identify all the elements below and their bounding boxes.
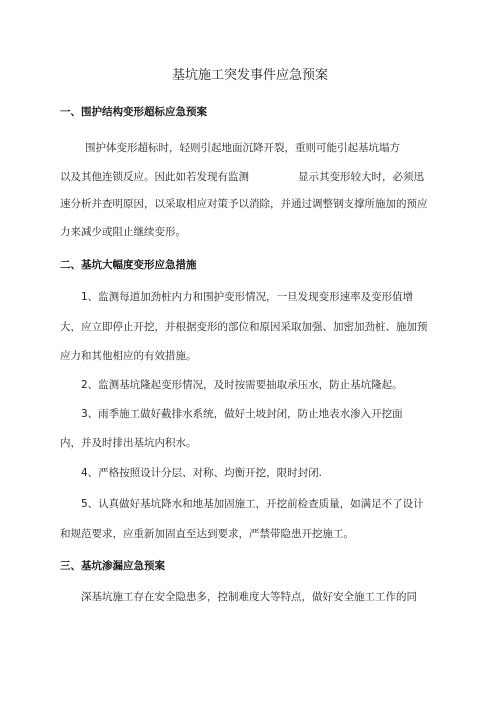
paragraph-line: 大，应立即停止开挖，并根据变形的部位和原因采取加强、加密加劲桩、施加预 bbox=[60, 321, 428, 333]
paragraph-line: 以及其他连锁反应。因此如若发现有监测 bbox=[60, 171, 249, 183]
section-heading-2: 二、基坑大幅度变形应急措施 bbox=[60, 259, 197, 271]
paragraph-line: 5、认真做好基坑降水和地基加固施工，开挖前检查质量，如满足不了设计 bbox=[81, 498, 424, 510]
paragraph-line: 内，并及时排出基坑内积水。 bbox=[60, 437, 197, 449]
paragraph-line: 围护体变形超标时，轻则引起地面沉降开裂，重则可能引起基坑塌方 bbox=[85, 142, 400, 154]
paragraph-line: 1、监测每道加劲桩内力和围护变形情况，一旦发现变形速率及变形值增 bbox=[81, 291, 414, 303]
section-heading-3: 三、基坑渗漏应急预案 bbox=[60, 560, 165, 572]
paragraph-line: 深基坑施工存在安全隐患多，控制难度大等特点，做好安全施工工作的同 bbox=[81, 591, 417, 603]
paragraph-line: 显示其变形较大时，必须迅 bbox=[298, 171, 424, 183]
section-heading-1: 一、围护结构变形超标应急预案 bbox=[60, 106, 207, 118]
document-title: 基坑施工突发事件应急预案 bbox=[171, 68, 328, 83]
paragraph-line: 速分析并查明原因，以采取相应对策予以消除，并通过调整钢支撑所施加的预应 bbox=[60, 198, 428, 210]
paragraph-line: 和规范要求，应重新加固直至达到要求，严禁带隐患开挖施工。 bbox=[60, 528, 354, 540]
paragraph-line: 力来减少或阻止继续变形。 bbox=[60, 226, 186, 238]
paragraph-line: 应力和其他相应的有效措施。 bbox=[60, 350, 197, 362]
paragraph-line: 4、严格按照设计分层、对称、均衡开挖，限时封闭. bbox=[81, 467, 323, 479]
paragraph-line: 2、监测基坑隆起变形情况，及时按需要抽取承压水，防止基坑隆起。 bbox=[81, 379, 403, 391]
paragraph-line: 3、雨季施工做好截排水系统，做好土坡封闭，防止地表水渗入开挖面 bbox=[81, 408, 403, 420]
